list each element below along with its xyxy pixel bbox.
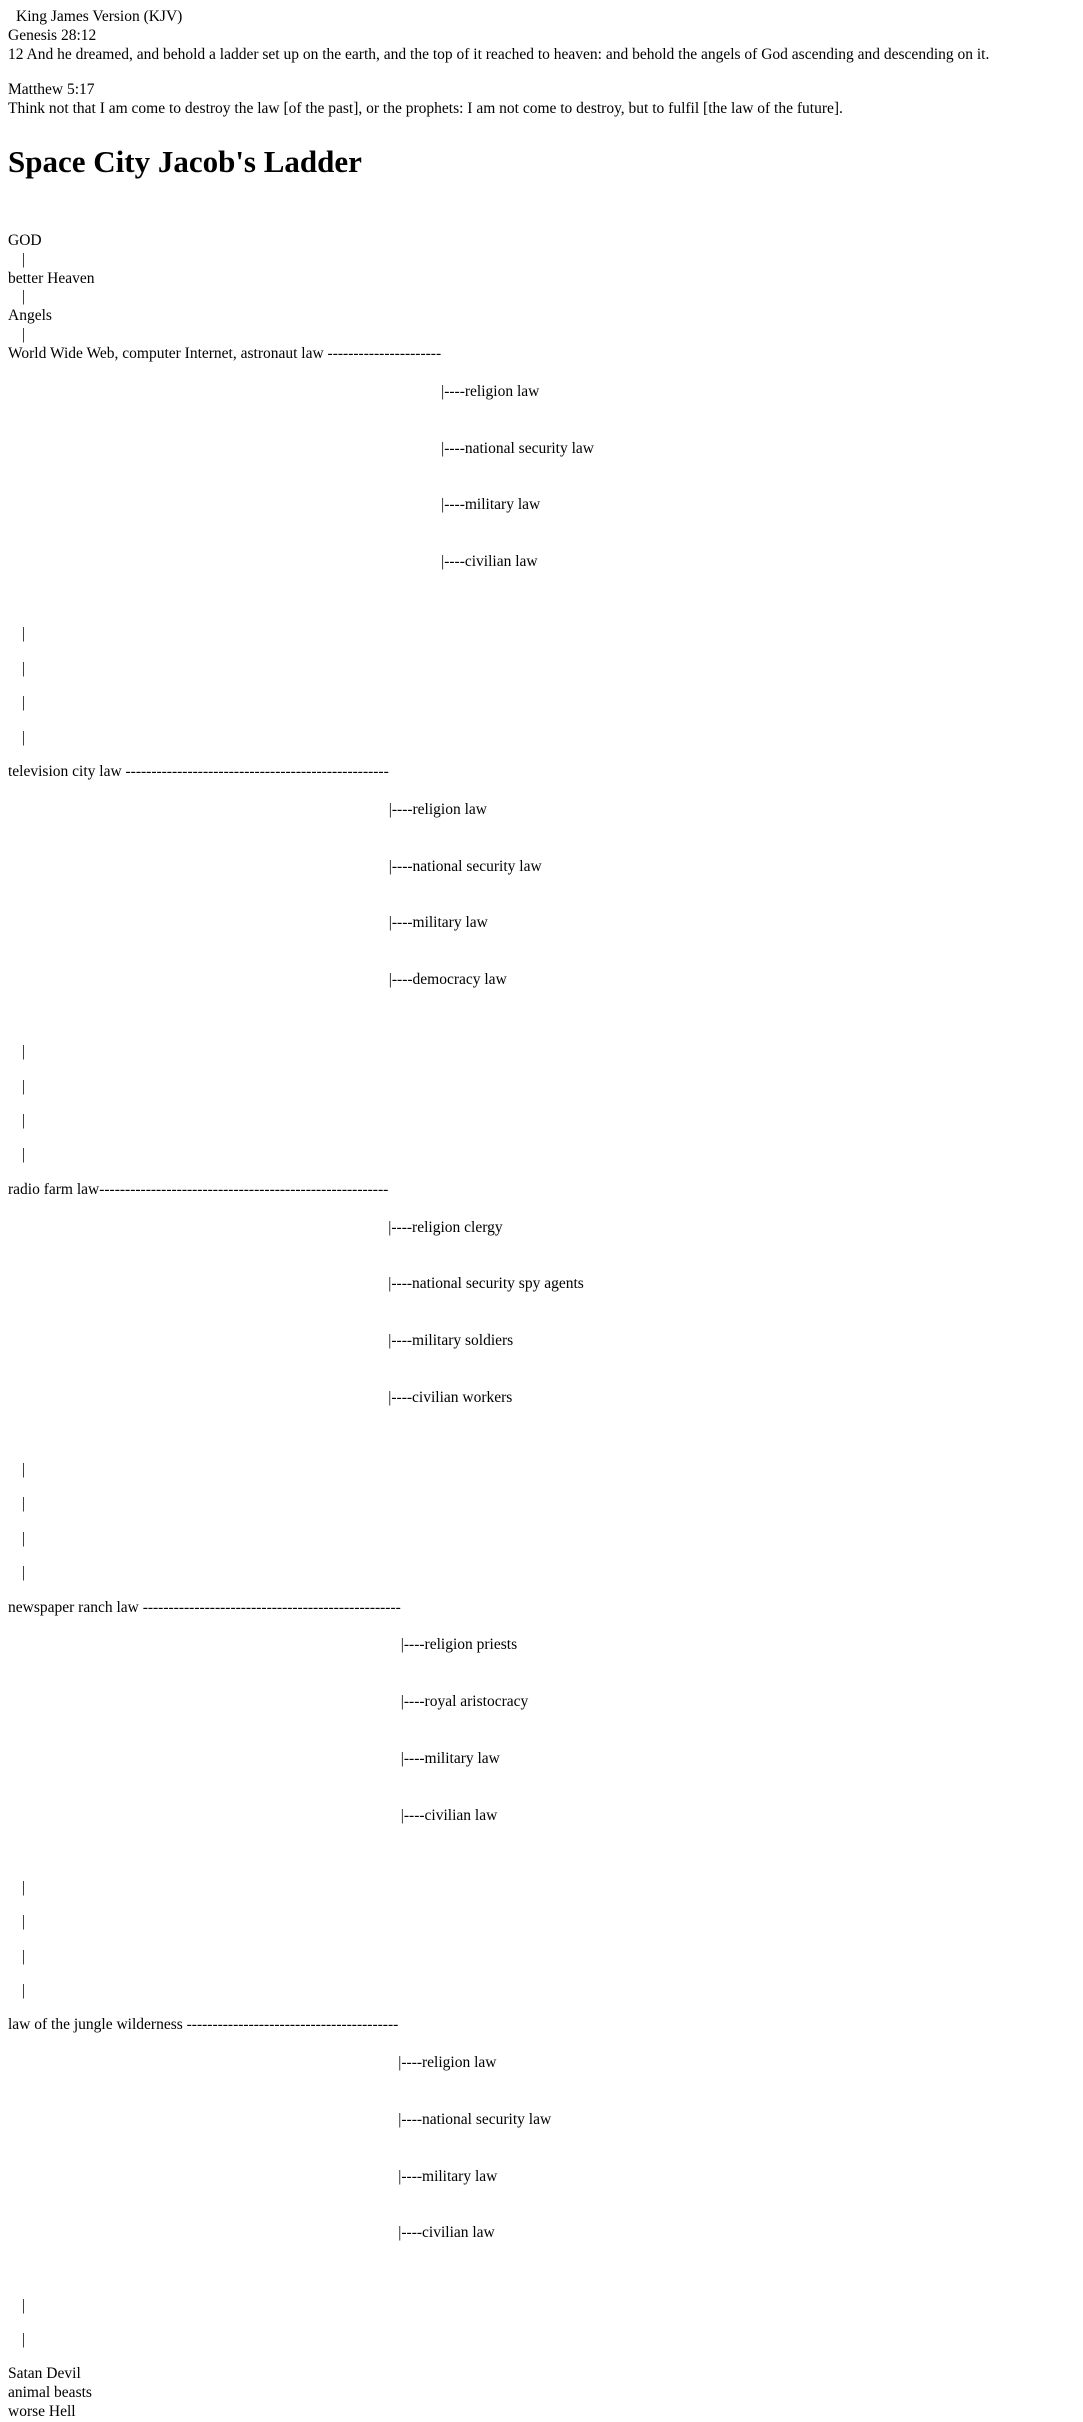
ladder-node-animal-beasts: animal beasts xyxy=(8,2384,92,2402)
ladder-stem: | xyxy=(22,694,26,712)
ladder-rung xyxy=(8,1599,1083,2001)
ladder-rung-label: newspaper ranch law -------------------------------------------------- xyxy=(8,1598,401,1616)
ladder-branch: |----civilian law xyxy=(398,2224,495,2242)
ladder-stem: | xyxy=(22,1529,26,1547)
ladder-branch-group xyxy=(398,2016,551,2281)
ladder-stem: | xyxy=(22,1947,26,1965)
ladder-branch-group xyxy=(401,1599,528,1864)
ladder-branch: |----military law xyxy=(398,2167,498,2185)
ladder-stem: | xyxy=(22,326,26,344)
ladder-rung xyxy=(8,763,1083,1165)
ladder-stem: | xyxy=(22,1564,26,1582)
ladder-branch: |----military law xyxy=(400,1749,500,1767)
ladder-stem: | xyxy=(22,2296,26,2314)
ladder-rung-row xyxy=(8,1599,1083,1864)
ladder-branch: |----religion clergy xyxy=(388,1218,503,1236)
ladder-branch: |----democracy law xyxy=(388,970,507,988)
ladder-branch: |----military law xyxy=(388,914,488,932)
matthew-reference: Matthew 5:17 xyxy=(8,80,95,98)
ladder-stem: | xyxy=(22,288,26,306)
ladder-stem: | xyxy=(22,1913,26,1931)
ladder-node-angels: Angels xyxy=(8,307,52,325)
ladder-branch: |----religion law xyxy=(398,2054,497,2072)
ladder-rung xyxy=(8,345,1083,747)
ladder-stem: | xyxy=(22,728,26,746)
ladder-branch: |----military soldiers xyxy=(388,1332,514,1350)
ladder-branch-group xyxy=(389,763,542,1028)
ladder-stem: | xyxy=(22,1495,26,1513)
ladder-stem: | xyxy=(22,659,26,677)
ladder-stem: | xyxy=(22,1077,26,1095)
ladder-rung-label: radio farm law-------------------------------------------------------- xyxy=(8,1180,389,1198)
ladder-node-better-heaven: better Heaven xyxy=(8,269,95,287)
ladder-branch: |----national security law xyxy=(398,2110,552,2128)
ladder-node-satan-devil: Satan Devil xyxy=(8,2365,81,2383)
ladder-branch: |----religion law xyxy=(388,800,487,818)
ladder-rung xyxy=(8,1181,1083,1583)
ladder-branch: |----civilian law xyxy=(400,1806,498,1824)
ladder-rung xyxy=(8,2016,1083,2350)
jacobs-ladder-diagram xyxy=(8,232,1083,2422)
ladder-stem: | xyxy=(22,1878,26,1896)
ladder-branch: |----civilian law xyxy=(441,553,538,571)
ladder-branch: |----military law xyxy=(441,496,541,514)
ladder-rung-row xyxy=(8,2016,1083,2281)
matthew-verse-text: Think not that I am come to destroy the law [of the past], or the prophets: I am not come to destroy, but to fulfil [the law of the future]. xyxy=(8,99,843,117)
ladder-stem: | xyxy=(22,625,26,643)
ladder-rung-row xyxy=(8,763,1083,1028)
ladder-branch: |----national security law xyxy=(388,857,542,875)
genesis-verse-text: 12 And he dreamed, and behold a ladder set up on the earth, and the top of it reached to heaven: and behold the angels of God ascending and descending on it. xyxy=(8,45,990,63)
ladder-branch: |----national security law xyxy=(441,439,594,457)
ladder-branch-group xyxy=(441,345,594,610)
genesis-reference: Genesis 28:12 xyxy=(8,26,97,44)
ladder-stem: | xyxy=(22,250,26,268)
ladder-stem: | xyxy=(22,1460,26,1478)
ladder-rung-label: World Wide Web, computer Internet, astronaut law ---------------------- xyxy=(8,345,442,363)
ladder-rung-label: television city law --------------------------------------------------- xyxy=(8,762,389,780)
ladder-bottom-group xyxy=(8,2365,1083,2422)
ladder-branch: |----royal aristocracy xyxy=(400,1693,529,1711)
bible-version-label: King James Version (KJV) xyxy=(16,8,183,25)
ladder-branch: |----civilian workers xyxy=(388,1388,513,1406)
ladder-stem: | xyxy=(22,1043,26,1061)
ladder-stem: | xyxy=(22,1111,26,1129)
ladder-rung-row xyxy=(8,1181,1083,1446)
ladder-rung-label: law of the jungle wilderness ----------------------------------------- xyxy=(8,2016,399,2034)
ladder-node-god: GOD xyxy=(8,231,42,249)
ladder-stem: | xyxy=(22,1982,26,1999)
ladder-rung-row xyxy=(8,345,1083,610)
ladder-stem: | xyxy=(22,1146,26,1164)
scripture-section xyxy=(8,8,1083,119)
ladder-branch-group xyxy=(388,1181,584,1446)
ladder-branch: |----national security spy agents xyxy=(388,1275,584,1293)
ladder-node-worse-hell: worse Hell xyxy=(8,2403,76,2421)
ladder-branch: |----religion priests xyxy=(400,1636,518,1654)
ladder-branch: |----religion law xyxy=(441,382,540,400)
spacer xyxy=(8,65,1083,81)
page-title: Space City Jacob's Ladder xyxy=(8,143,362,179)
ladder-stem: | xyxy=(22,2331,26,2348)
